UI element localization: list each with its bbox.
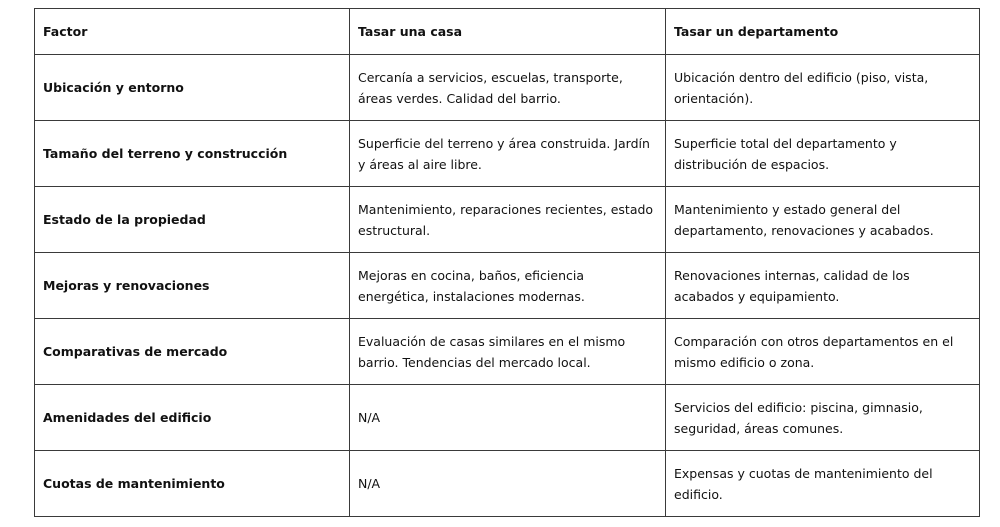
casa-cell: Evaluación de casas similares en el mismo barrio. Tendencias del mercado local. (350, 319, 666, 385)
factor-cell: Estado de la propiedad (35, 187, 350, 253)
departamento-cell: Ubicación dentro del edificio (piso, vista, orientación). (666, 55, 980, 121)
factor-cell: Mejoras y renovaciones (35, 253, 350, 319)
table-row (35, 319, 980, 385)
table-row (35, 55, 980, 121)
departamento-cell: Renovaciones internas, calidad de los acabados y equipamiento. (666, 253, 980, 319)
departamento-cell: Expensas y cuotas de mantenimiento del edificio. (666, 451, 980, 517)
casa-cell: N/A (350, 451, 666, 517)
header-departamento: Tasar un departamento (666, 9, 980, 55)
table-row (35, 187, 980, 253)
casa-cell: N/A (350, 385, 666, 451)
departamento-cell: Superficie total del departamento y distribución de espacios. (666, 121, 980, 187)
table-row (35, 253, 980, 319)
factor-cell: Cuotas de mantenimiento (35, 451, 350, 517)
departamento-cell: Servicios del edificio: piscina, gimnasio, seguridad, áreas comunes. (666, 385, 980, 451)
casa-cell: Mejoras en cocina, baños, eficiencia energética, instalaciones modernas. (350, 253, 666, 319)
factor-cell: Comparativas de mercado (35, 319, 350, 385)
factor-cell: Amenidades del edificio (35, 385, 350, 451)
table-row (35, 451, 980, 517)
casa-cell: Cercanía a servicios, escuelas, transporte, áreas verdes. Calidad del barrio. (350, 55, 666, 121)
header-factor: Factor (35, 9, 350, 55)
header-row (35, 9, 980, 55)
header-casa: Tasar una casa (350, 9, 666, 55)
factor-cell: Ubicación y entorno (35, 55, 350, 121)
departamento-cell: Mantenimiento y estado general del departamento, renovaciones y acabados. (666, 187, 980, 253)
factor-cell: Tamaño del terreno y construcción (35, 121, 350, 187)
casa-cell: Superficie del terreno y área construida. Jardín y áreas al aire libre. (350, 121, 666, 187)
casa-cell: Mantenimiento, reparaciones recientes, estado estructural. (350, 187, 666, 253)
departamento-cell: Comparación con otros departamentos en el mismo edificio o zona. (666, 319, 980, 385)
comparison-table (34, 8, 980, 517)
table-row (35, 121, 980, 187)
table-row (35, 385, 980, 451)
